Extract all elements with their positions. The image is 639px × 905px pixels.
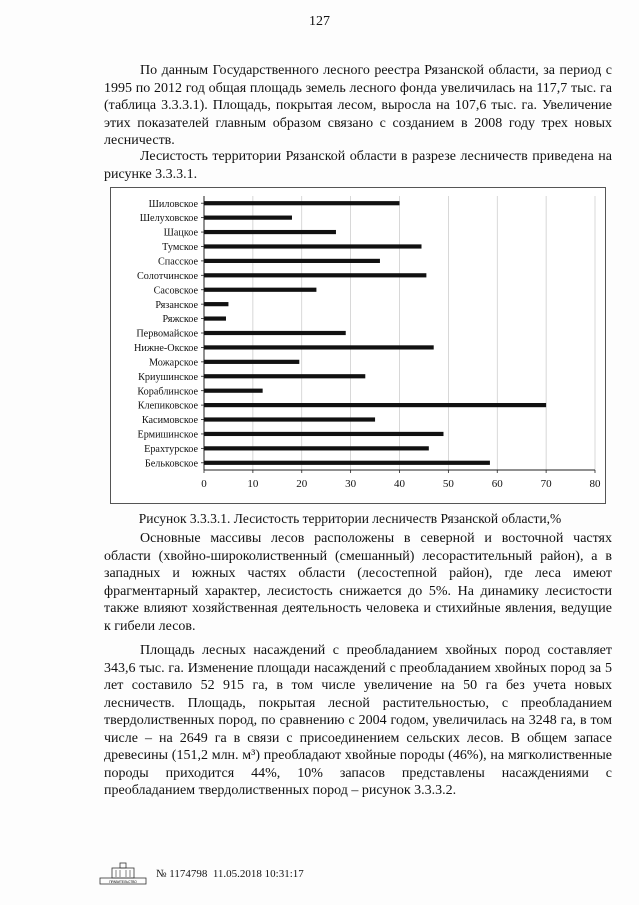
government-emblem-icon [98, 862, 148, 886]
paragraph: Основные массивы лесов расположены в северной и восточной частях области (хвойно-широколиственный (смешанный) лесорастительный район), а в западных и южных частях области (лесостепной район), где леса имеют фрагментарный характер, лесистость снижается до 5%. На динамику лесистости также влияют хозяйственная деятельность человека и стихийные явления, ведущие к гибели лесов. [104, 531, 612, 634]
x-tick-label: 30 [345, 478, 357, 490]
document-datetime: 11.05.2018 10:31:17 [212, 868, 304, 880]
category-label: Сасовское [153, 285, 198, 297]
emblem-label: ПРАВИТЕЛЬСТВО [109, 880, 137, 884]
bar [204, 302, 228, 306]
bar [204, 244, 421, 248]
document-number: № 1174798 [156, 868, 208, 880]
bar [204, 316, 226, 320]
bar [204, 230, 336, 234]
category-label: Можарское [149, 357, 198, 369]
bar [204, 273, 426, 277]
x-tick-label: 20 [296, 478, 308, 490]
category-label: Спасское [158, 256, 198, 268]
bar [204, 360, 299, 364]
category-label: Тумское [162, 242, 198, 254]
bar [204, 201, 400, 205]
page-number: 127 [309, 14, 330, 29]
footer [98, 862, 304, 886]
category-label: Шелуховское [139, 213, 198, 225]
paragraph: По данным Государственного лесного реестра Рязанской области, за период с 1995 по 2012 год общая площадь земель лесного фонда увеличилась на 117,7 тыс. га (таблица 3.3.3.1). Площадь, покрытая лесом, выросла на 107,6 тыс. га. Увеличение этих показателей главным образом связано с созданием в 2008 году трех новых лесничеств. [104, 63, 612, 148]
bar [204, 374, 365, 378]
bar [204, 461, 490, 465]
bar [204, 403, 546, 407]
category-label: Рязанское [155, 299, 198, 311]
category-label: Кораблинское [137, 386, 198, 398]
category-label: Криушинское [138, 371, 198, 383]
paragraph: Площадь лесных насаждений с преобладанием хвойных пород составляет 343,6 тыс. га. Изменение площади насаждений с преобладанием хвойных пород за 5 лет составило 52 915 га, в том числе увеличение на 50 га без учета новых лесничеств. Площадь, покрытая лесной растительностью, с преобладанием твердолиственных пород, по сравнению с 2004 годом, увеличилась на 3248 га, в том числе – на 2649 га в связи с присоединением сельских лесов. В общем запасе древесины (151,2 млн. м³) преобладают хвойные породы (46%), на мягколиственные породы приходится 44%, 10% запасов представлены насаждениями с преобладанием твердолиственных пород – рисунок 3.3.3.2. [104, 643, 612, 798]
category-label: Шацкое [163, 227, 198, 239]
x-tick-label: 80 [589, 478, 601, 490]
paragraph: Лесистость территории Рязанской области в разрезе лесничеств приведена на рисунке 3.3.3.1. [104, 149, 612, 182]
category-label: Нижне-Окское [134, 343, 198, 355]
bar [204, 432, 443, 436]
bar [204, 216, 292, 220]
x-tick-label: 40 [394, 478, 405, 490]
category-label: Ерахтурское [144, 443, 198, 455]
bar [204, 259, 380, 263]
category-label: Бельковское [144, 458, 198, 470]
figure-caption: Рисунок 3.3.3.1. Лесистость территории лесничеств Рязанской области,% [138, 511, 562, 526]
x-tick-label: 60 [491, 478, 503, 490]
bar [204, 288, 316, 292]
bar [204, 446, 429, 450]
bar [204, 331, 346, 335]
bar [204, 345, 434, 349]
chart [110, 187, 606, 504]
x-tick-label: 70 [540, 478, 552, 490]
x-tick-label: 50 [442, 478, 454, 490]
bar [204, 389, 263, 393]
x-tick-label: 10 [247, 478, 259, 490]
bar [204, 417, 375, 421]
x-tick-label: 0 [201, 478, 207, 490]
category-label: Первомайское [136, 328, 198, 340]
category-label: Солотчинское [137, 270, 198, 282]
category-label: Клепиковское [137, 400, 198, 412]
category-label: Касимовское [141, 415, 198, 427]
category-label: Ряжское [162, 314, 198, 326]
category-label: Шиловское [148, 198, 198, 210]
category-label: Ермишинское [137, 429, 198, 441]
